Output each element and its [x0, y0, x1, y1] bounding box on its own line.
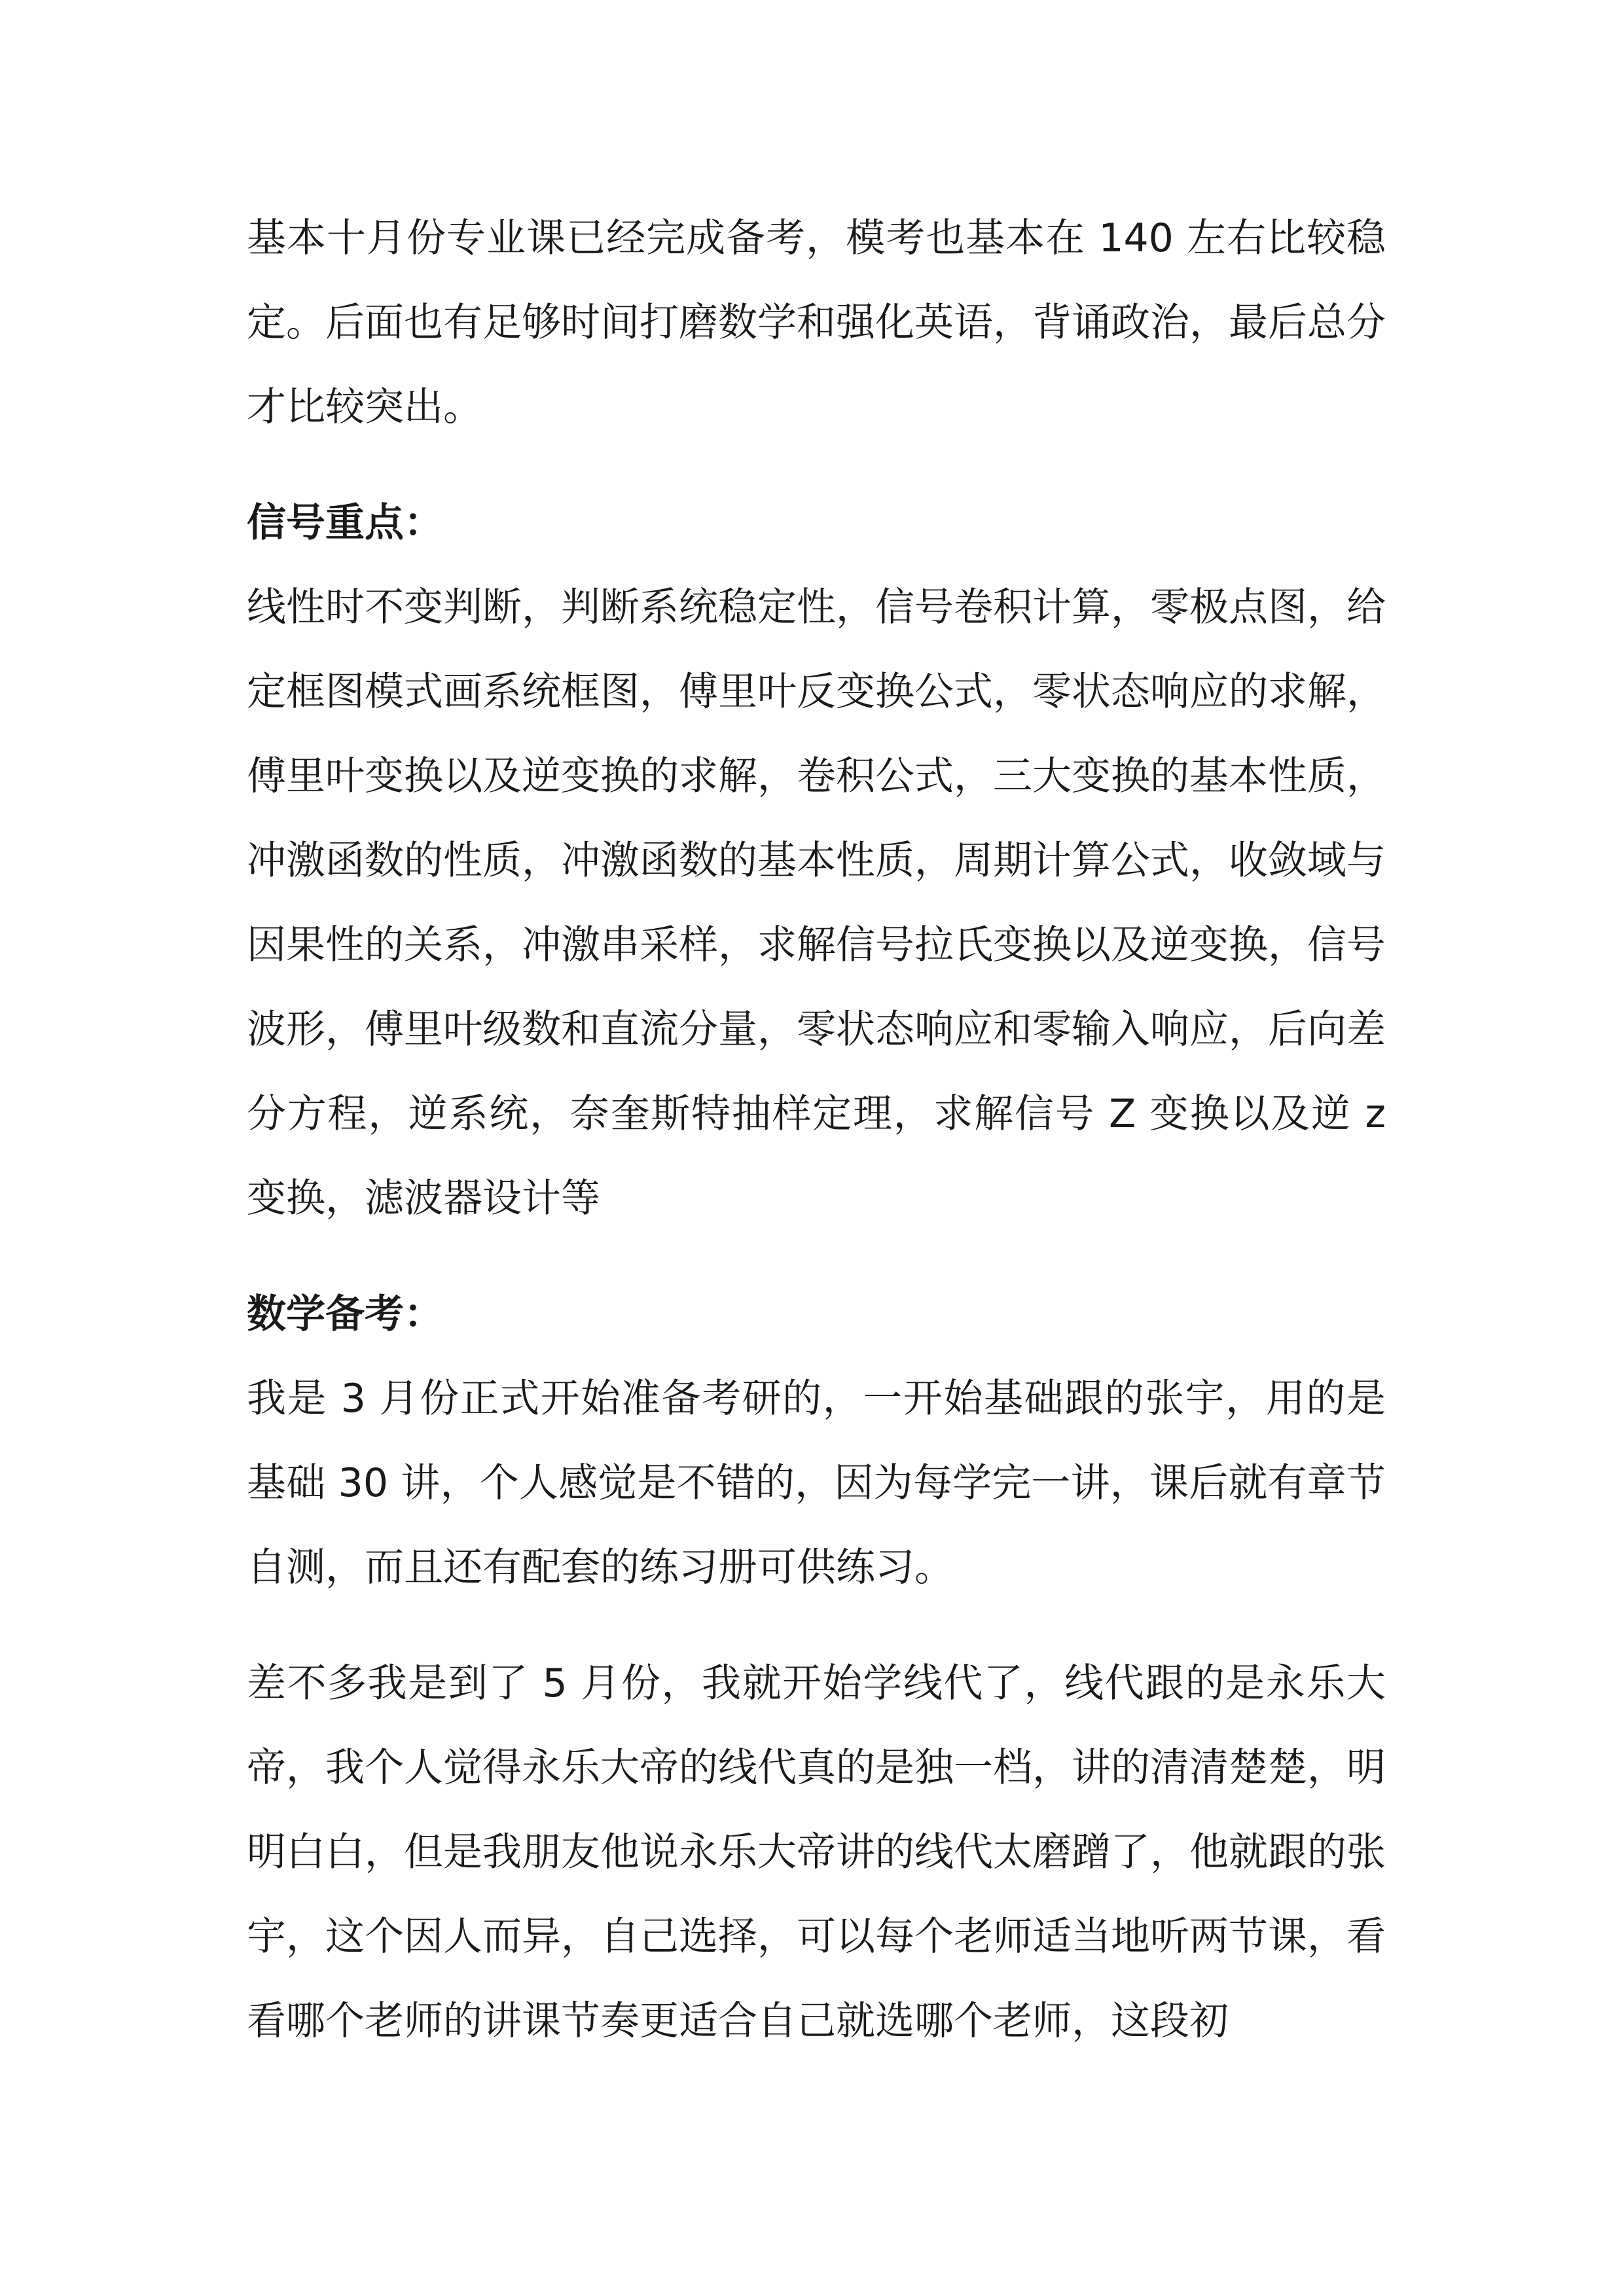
signal-heading: 信号重点：: [247, 500, 443, 546]
math-body-paragraph-1: 我是 3 月份正式开始准备考研的，一开始基础跟的张宇，用的是基础 30 讲，个人感觉是不错的，因为每学完一讲，课后就有章节自测，而且还有配套的练习册可供练习。: [247, 1376, 1386, 1590]
document-body: [247, 196, 1386, 2064]
intro-paragraph: 基本十月份专业课已经完成备考，模考也基本在 140 左右比较稳定。后面也有足够时间打磨数学和强化英语，背诵政治，最后总分才比较突出。: [247, 215, 1386, 430]
signal-body-paragraph: 线性时不变判断，判断系统稳定性，信号卷积计算，零极点图，给定框图模式画系统框图，傅里叶反变换公式，零状态响应的求解，傅里叶变换以及逆变换的求解，卷积公式，三大变换的基本性质，冲激函数的性质，冲激函数的基本性质，周期计算公式，收敛域与因果性的关系，冲激串采样，求解信号拉氏变换以及逆变换，信号波形，傅里叶级数和直流分量，零状态响应和零输入响应，后向差分方程，逆系统，奈奎斯特抽样定理，求解信号 Z 变换以及逆 z 变换，滤波器设计等: [247, 584, 1386, 1221]
math-body-paragraph-2: 差不多我是到了 5 月份，我就开始学线代了，线代跟的是永乐大帝，我个人觉得永乐大帝的线代真的是独一档，讲的清清楚楚，明明白白，但是我朋友他说永乐大帝讲的线代太磨蹭了，他就跟的张宇，这个因人而异，自己选择，可以每个老师适当地听两节课，看看哪个老师的讲课节奏更适合自己就选哪个老师，这段初: [247, 1660, 1386, 2044]
math-heading: 数学备考：: [247, 1291, 443, 1337]
